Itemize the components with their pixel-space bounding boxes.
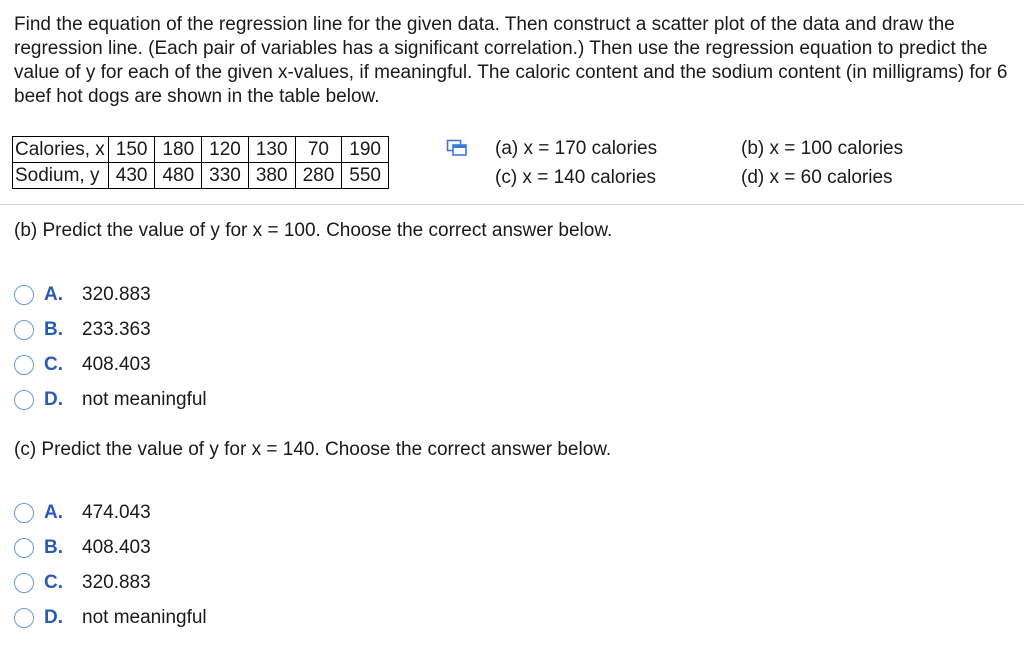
problem-statement: Find the equation of the regression line for the given data. Then construct a scatter plot of the data and draw the regression line. (Each pair of variables has a significant correlation.) Then use the regression equation to predict the value of y for each of the given x-values, if meaningful. The caloric content and the sodium content (in milligrams) for 6 beef hot dogs are shown in the table below. bbox=[14, 14, 1008, 107]
copy-table-icon[interactable] bbox=[446, 139, 468, 157]
radio-button[interactable] bbox=[14, 573, 34, 593]
option-letter: D. bbox=[44, 388, 63, 410]
option-letter: B. bbox=[44, 318, 63, 340]
radio-button[interactable] bbox=[14, 503, 34, 523]
radio-button[interactable] bbox=[14, 608, 34, 628]
calories-value: 130 bbox=[248, 137, 295, 163]
option-text: 233.363 bbox=[82, 318, 151, 340]
radio-button[interactable] bbox=[14, 538, 34, 558]
option-text: 408.403 bbox=[82, 536, 151, 558]
radio-button[interactable] bbox=[14, 320, 34, 340]
xvalue-b: (b) x = 100 calories bbox=[741, 138, 904, 159]
calories-value: 150 bbox=[108, 137, 155, 163]
data-table bbox=[12, 136, 389, 189]
option-text: not meaningful bbox=[82, 606, 207, 628]
sodium-value: 280 bbox=[295, 163, 342, 189]
xvalues-left bbox=[495, 134, 657, 192]
xvalue-c: (c) x = 140 calories bbox=[495, 167, 657, 188]
option-letter: A. bbox=[44, 283, 63, 305]
calories-value: 120 bbox=[202, 137, 249, 163]
sodium-value: 550 bbox=[342, 163, 389, 189]
sodium-value: 480 bbox=[155, 163, 202, 189]
part-b-option-d[interactable] bbox=[14, 382, 207, 417]
calories-value: 180 bbox=[155, 137, 202, 163]
radio-button[interactable] bbox=[14, 285, 34, 305]
xvalue-a: (a) x = 170 calories bbox=[495, 138, 658, 159]
calories-value: 190 bbox=[342, 137, 389, 163]
calories-row bbox=[13, 137, 389, 163]
xvalue-d: (d) x = 60 calories bbox=[741, 167, 893, 188]
option-text: 320.883 bbox=[82, 283, 151, 305]
part-c-option-c[interactable] bbox=[14, 565, 207, 600]
part-c-question: (c) Predict the value of y for x = 140. Choose the correct answer below. bbox=[14, 439, 612, 460]
sodium-value: 380 bbox=[248, 163, 295, 189]
sodium-label: Sodium, y bbox=[13, 163, 109, 189]
part-c-option-b[interactable] bbox=[14, 530, 207, 565]
part-c-option-a[interactable] bbox=[14, 495, 207, 530]
xvalues-right bbox=[741, 134, 903, 192]
option-text: not meaningful bbox=[82, 388, 207, 410]
radio-button[interactable] bbox=[14, 390, 34, 410]
option-letter: D. bbox=[44, 606, 63, 628]
part-c-options bbox=[14, 495, 207, 635]
option-letter: C. bbox=[44, 571, 63, 593]
option-text: 408.403 bbox=[82, 353, 151, 375]
part-b-option-b[interactable] bbox=[14, 312, 207, 347]
sodium-value: 330 bbox=[202, 163, 249, 189]
sodium-value: 430 bbox=[108, 163, 155, 189]
part-b-options bbox=[14, 277, 207, 417]
option-text: 320.883 bbox=[82, 571, 151, 593]
part-b-option-a[interactable] bbox=[14, 277, 207, 312]
divider bbox=[0, 204, 1024, 205]
sodium-row bbox=[13, 163, 389, 189]
calories-label: Calories, x bbox=[13, 137, 109, 163]
calories-value: 70 bbox=[295, 137, 342, 163]
part-c-option-d[interactable] bbox=[14, 600, 207, 635]
option-letter: B. bbox=[44, 536, 63, 558]
option-letter: C. bbox=[44, 353, 63, 375]
part-b-question: (b) Predict the value of y for x = 100. Choose the correct answer below. bbox=[14, 220, 613, 241]
option-letter: A. bbox=[44, 501, 63, 523]
option-text: 474.043 bbox=[82, 501, 151, 523]
radio-button[interactable] bbox=[14, 355, 34, 375]
part-b-option-c[interactable] bbox=[14, 347, 207, 382]
